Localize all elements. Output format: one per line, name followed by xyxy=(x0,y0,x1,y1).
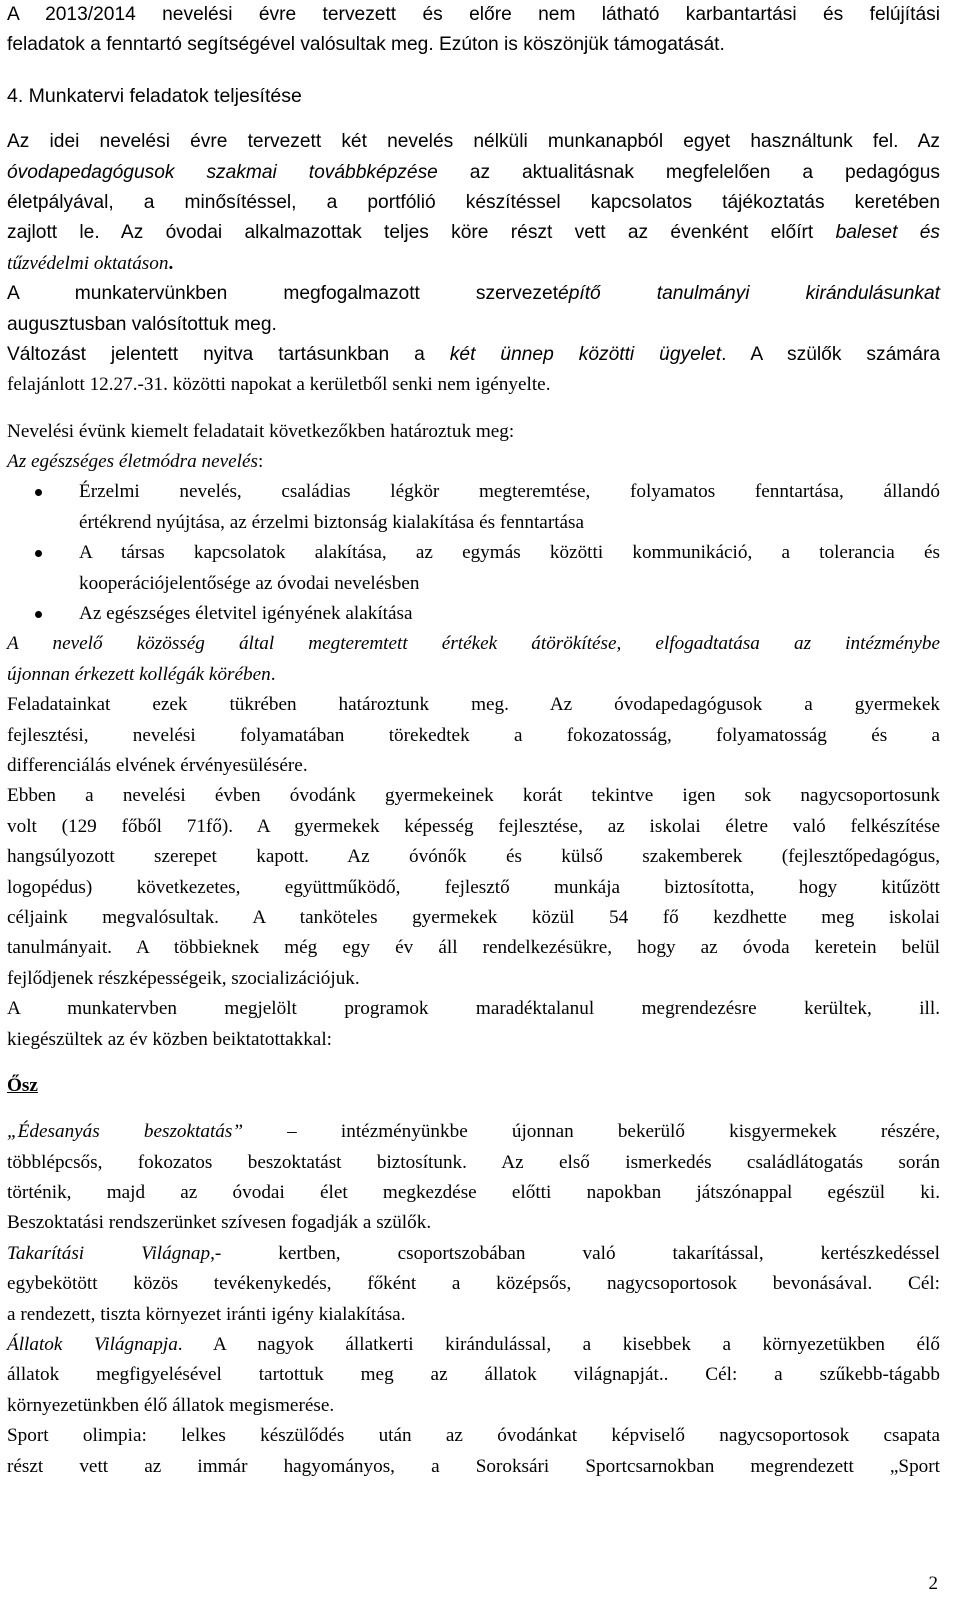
autumn-line: környezetünkben élő állatok megismerése. xyxy=(7,1394,335,1416)
para-line: differenciálás elvének érvényesülésére. xyxy=(7,754,308,776)
autumn-line: többlépcsős, fokozatos beszoktatást biztosítunk. Az első ismerkedés családlátogatás során xyxy=(7,1151,940,1173)
para-line: hangsúlyozott szerepet kapott. Az óvónők és külső szakemberek (fejlesztőpedagógus, xyxy=(7,846,940,868)
section-line-5: tűzvédelmi oktatáson. xyxy=(7,252,174,274)
bullet-icon xyxy=(35,489,42,496)
autumn-line: Beszoktatási rendszerünket szívesen fogadják a szülők. xyxy=(7,1212,432,1234)
values-line-2: újonnan érkezett kollégák körében. xyxy=(7,663,276,685)
section-line-8: Változást jelentett nyitva tartásunkban a két ünnep közötti ügyelet. A szülők számára xyxy=(7,343,940,365)
para-line: céljaink megvalósultak. A tanköteles gyermekek közül 54 fő kezdhette meg iskolai xyxy=(7,906,940,928)
bullet-line: A társas kapcsolatok alakítása, az egymás közötti kommunikáció, a tolerancia és xyxy=(79,542,940,564)
section-line-9: felajánlott 12.27.-31. közötti napokat a kerületből senki nem igényelte. xyxy=(7,374,551,396)
bullet-icon xyxy=(35,550,42,557)
section-line-1: Az idei nevelési évre tervezett két nevelés nélküli munkanapból egyet használtunk fel. Az xyxy=(7,131,940,153)
bullet-line: kooperációjelentősége az óvodai nevelésben xyxy=(79,572,420,594)
bullet-line: értékrend nyújtása, az érzelmi biztonság kialakítása és fenntartása xyxy=(79,511,585,533)
para-line: Feladatainkat ezek tükrében határoztunk meg. Az óvodapedagógusok a gyermekek xyxy=(7,694,940,716)
bullet-line: Az egészséges életvitel igényének alakítása xyxy=(79,603,413,625)
para-line: fejlesztési, nevelési folyamatában törekedtek a fokozatosság, folyamatosság és a xyxy=(7,724,940,746)
autumn-line: Sport olimpia: lelkes készülődés után az óvodánkat képviselő nagycsoportosok csapata xyxy=(7,1425,940,1447)
goals-health-label: Az egészséges életmódra nevelés: xyxy=(7,451,264,473)
bullet-icon xyxy=(35,611,42,618)
para-line: Ebben a nevelési évben óvodánk gyermekeinek korát tekintve igen sok nagycsoportosunk xyxy=(7,785,940,807)
goals-bullet-item xyxy=(7,599,940,629)
section-line-2: óvodapedagógusok szakmai továbbképzése az aktualitásnak megfelelően a pedagógus xyxy=(7,161,940,183)
autumn-line: részt vett az immár hagyományos, a Soroksári Sportcsarnokban megrendezett „Sport xyxy=(7,1455,940,1477)
para-line: A munkatervben megjelölt programok maradéktalanul megrendezésre kerültek, ill. xyxy=(7,998,940,1020)
autumn-line: történik, majd az óvodai élet megkezdése előtti napokban játszónappal egészül ki. xyxy=(7,1182,940,1204)
autumn-heading: Ősz xyxy=(7,1074,38,1096)
section-line-6: A munkatervünkben megfogalmazott szervezetépítő tanulmányi kirándulásunkat xyxy=(7,283,940,305)
goals-bullet-list xyxy=(7,477,940,629)
autumn-line: Takarítási Világnap,- kertben, csoportszobában való takarítással, kertészkedéssel xyxy=(7,1242,940,1264)
autumn-line: „Édesanyás beszoktatás” – intézményünkbe újonnan bekerülő kisgyermekek részére, xyxy=(7,1121,940,1143)
intro-line-1: A 2013/2014 nevelési évre tervezett és előre nem látható karbantartási és felújítási xyxy=(7,4,940,25)
para-line: tanulmányait. A többieknek még egy év áll rendelkezésükre, hogy az óvoda keretein belül xyxy=(7,937,940,959)
section-line-7: augusztusban valósítottuk meg. xyxy=(7,313,277,335)
autumn-line: egybekötött közös tevékenykedés, főként a középsős, nagycsoportosok bevonásával. Cél: xyxy=(7,1273,940,1295)
section-line-3: életpályával, a minősítéssel, a portfólió készítéssel kapcsolatos tájékoztatás keretében xyxy=(7,191,940,213)
para-line: volt (129 főből 71fő). A gyermekek képesség fejlesztése, az iskolai életre való felkészítése xyxy=(7,815,940,837)
autumn-line: Állatok Világnapja. A nagyok állatkerti kirándulással, a kisebbek a környezetükben élő xyxy=(7,1334,940,1356)
intro-line-2: feladatok a fenntartó segítségével valósultak meg. Ezúton is köszönjük támogatását. xyxy=(7,34,725,56)
autumn-line: állatok megfigyelésével tartottuk meg az állatok világnapját.. Cél: a szűkebb-tágabb xyxy=(7,1364,940,1386)
bullet-line: Érzelmi nevelés, családias légkör megteremtése, folyamatos fenntartása, állandó xyxy=(79,481,940,503)
goals-bullet-item xyxy=(7,477,940,538)
autumn-line: a rendezett, tiszta környezet iránti igény kialakítása. xyxy=(7,1303,406,1325)
para-line: fejlődjenek részképességeik, szocializációjuk. xyxy=(7,967,360,989)
goals-intro: Nevelési évünk kiemelt feladatait következőkben határoztuk meg: xyxy=(7,420,515,442)
document-page xyxy=(7,0,940,1482)
section-line-4: zajlott le. Az óvodai alkalmazottak teljes köre részt vett az évenként előírt baleset és xyxy=(7,222,940,244)
para-line: logopédus) következetes, együttműködő, fejlesztő munkája biztosította, hogy kitűzött xyxy=(7,876,940,898)
goals-bullet-item xyxy=(7,538,940,599)
page-number: 2 xyxy=(928,1573,938,1594)
para-line: kiegészültek az év közben beiktatottakkal: xyxy=(7,1028,332,1050)
values-line-1: A nevelő közösség által megteremtett értékek átörökítése, elfogadtatása az intézménybe xyxy=(7,633,940,655)
section-heading: 4. Munkatervi feladatok teljesítése xyxy=(7,84,302,107)
